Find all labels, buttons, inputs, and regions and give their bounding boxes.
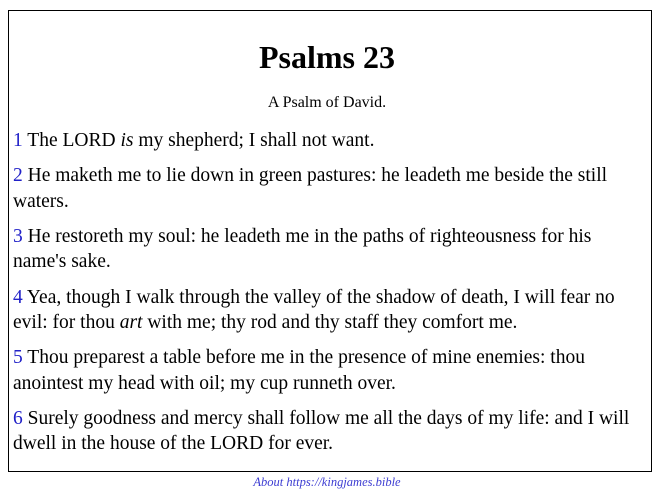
verse-text: Yea, though I walk through the valley of the shadow of death, I will fear no evil: for thou [13, 286, 615, 334]
verse-text-italic: art [119, 312, 143, 334]
psalm-subtitle: A Psalm of David. [267, 94, 387, 111]
verse-text-italic: is [120, 130, 134, 151]
verse-number[interactable]: 6 [13, 408, 23, 430]
page-title: Psalms 23 [259, 39, 395, 75]
verse-list [13, 128, 641, 457]
verse-text: my shepherd; I shall not want. [133, 130, 375, 151]
about-link[interactable]: About https://kingjames.bible [253, 474, 401, 489]
verse-text: Thou preparest a table before me in the presence of mine enemies: thou anointest my head with oil; my cup runneth over. [13, 347, 585, 394]
verse [13, 224, 641, 275]
verse [13, 406, 641, 457]
verse-text: The LORD [27, 130, 121, 151]
verse-number[interactable]: 1 [13, 130, 23, 151]
verse-number[interactable]: 3 [13, 226, 23, 248]
footer [13, 473, 641, 491]
verse-number[interactable]: 5 [13, 347, 23, 369]
verse-text: He restoreth my soul: he leadeth me in the paths of righteousness for his name's sake. [13, 226, 592, 273]
verse [13, 345, 641, 396]
verse-number[interactable]: 2 [13, 165, 23, 187]
verse-number[interactable]: 4 [13, 286, 23, 308]
verse [13, 163, 641, 214]
verse-text: Surely goodness and mercy shall follow me all the days of my life: and I will dwell in the house of the LORD for ever. [13, 408, 630, 455]
verse [13, 285, 641, 336]
verse-text: He maketh me to lie down in green pastures: he leadeth me beside the still waters. [13, 165, 608, 212]
verse [13, 128, 641, 153]
page-container [8, 10, 652, 489]
verse-text: with me; thy rod and thy staff they comfort me. [142, 312, 518, 334]
